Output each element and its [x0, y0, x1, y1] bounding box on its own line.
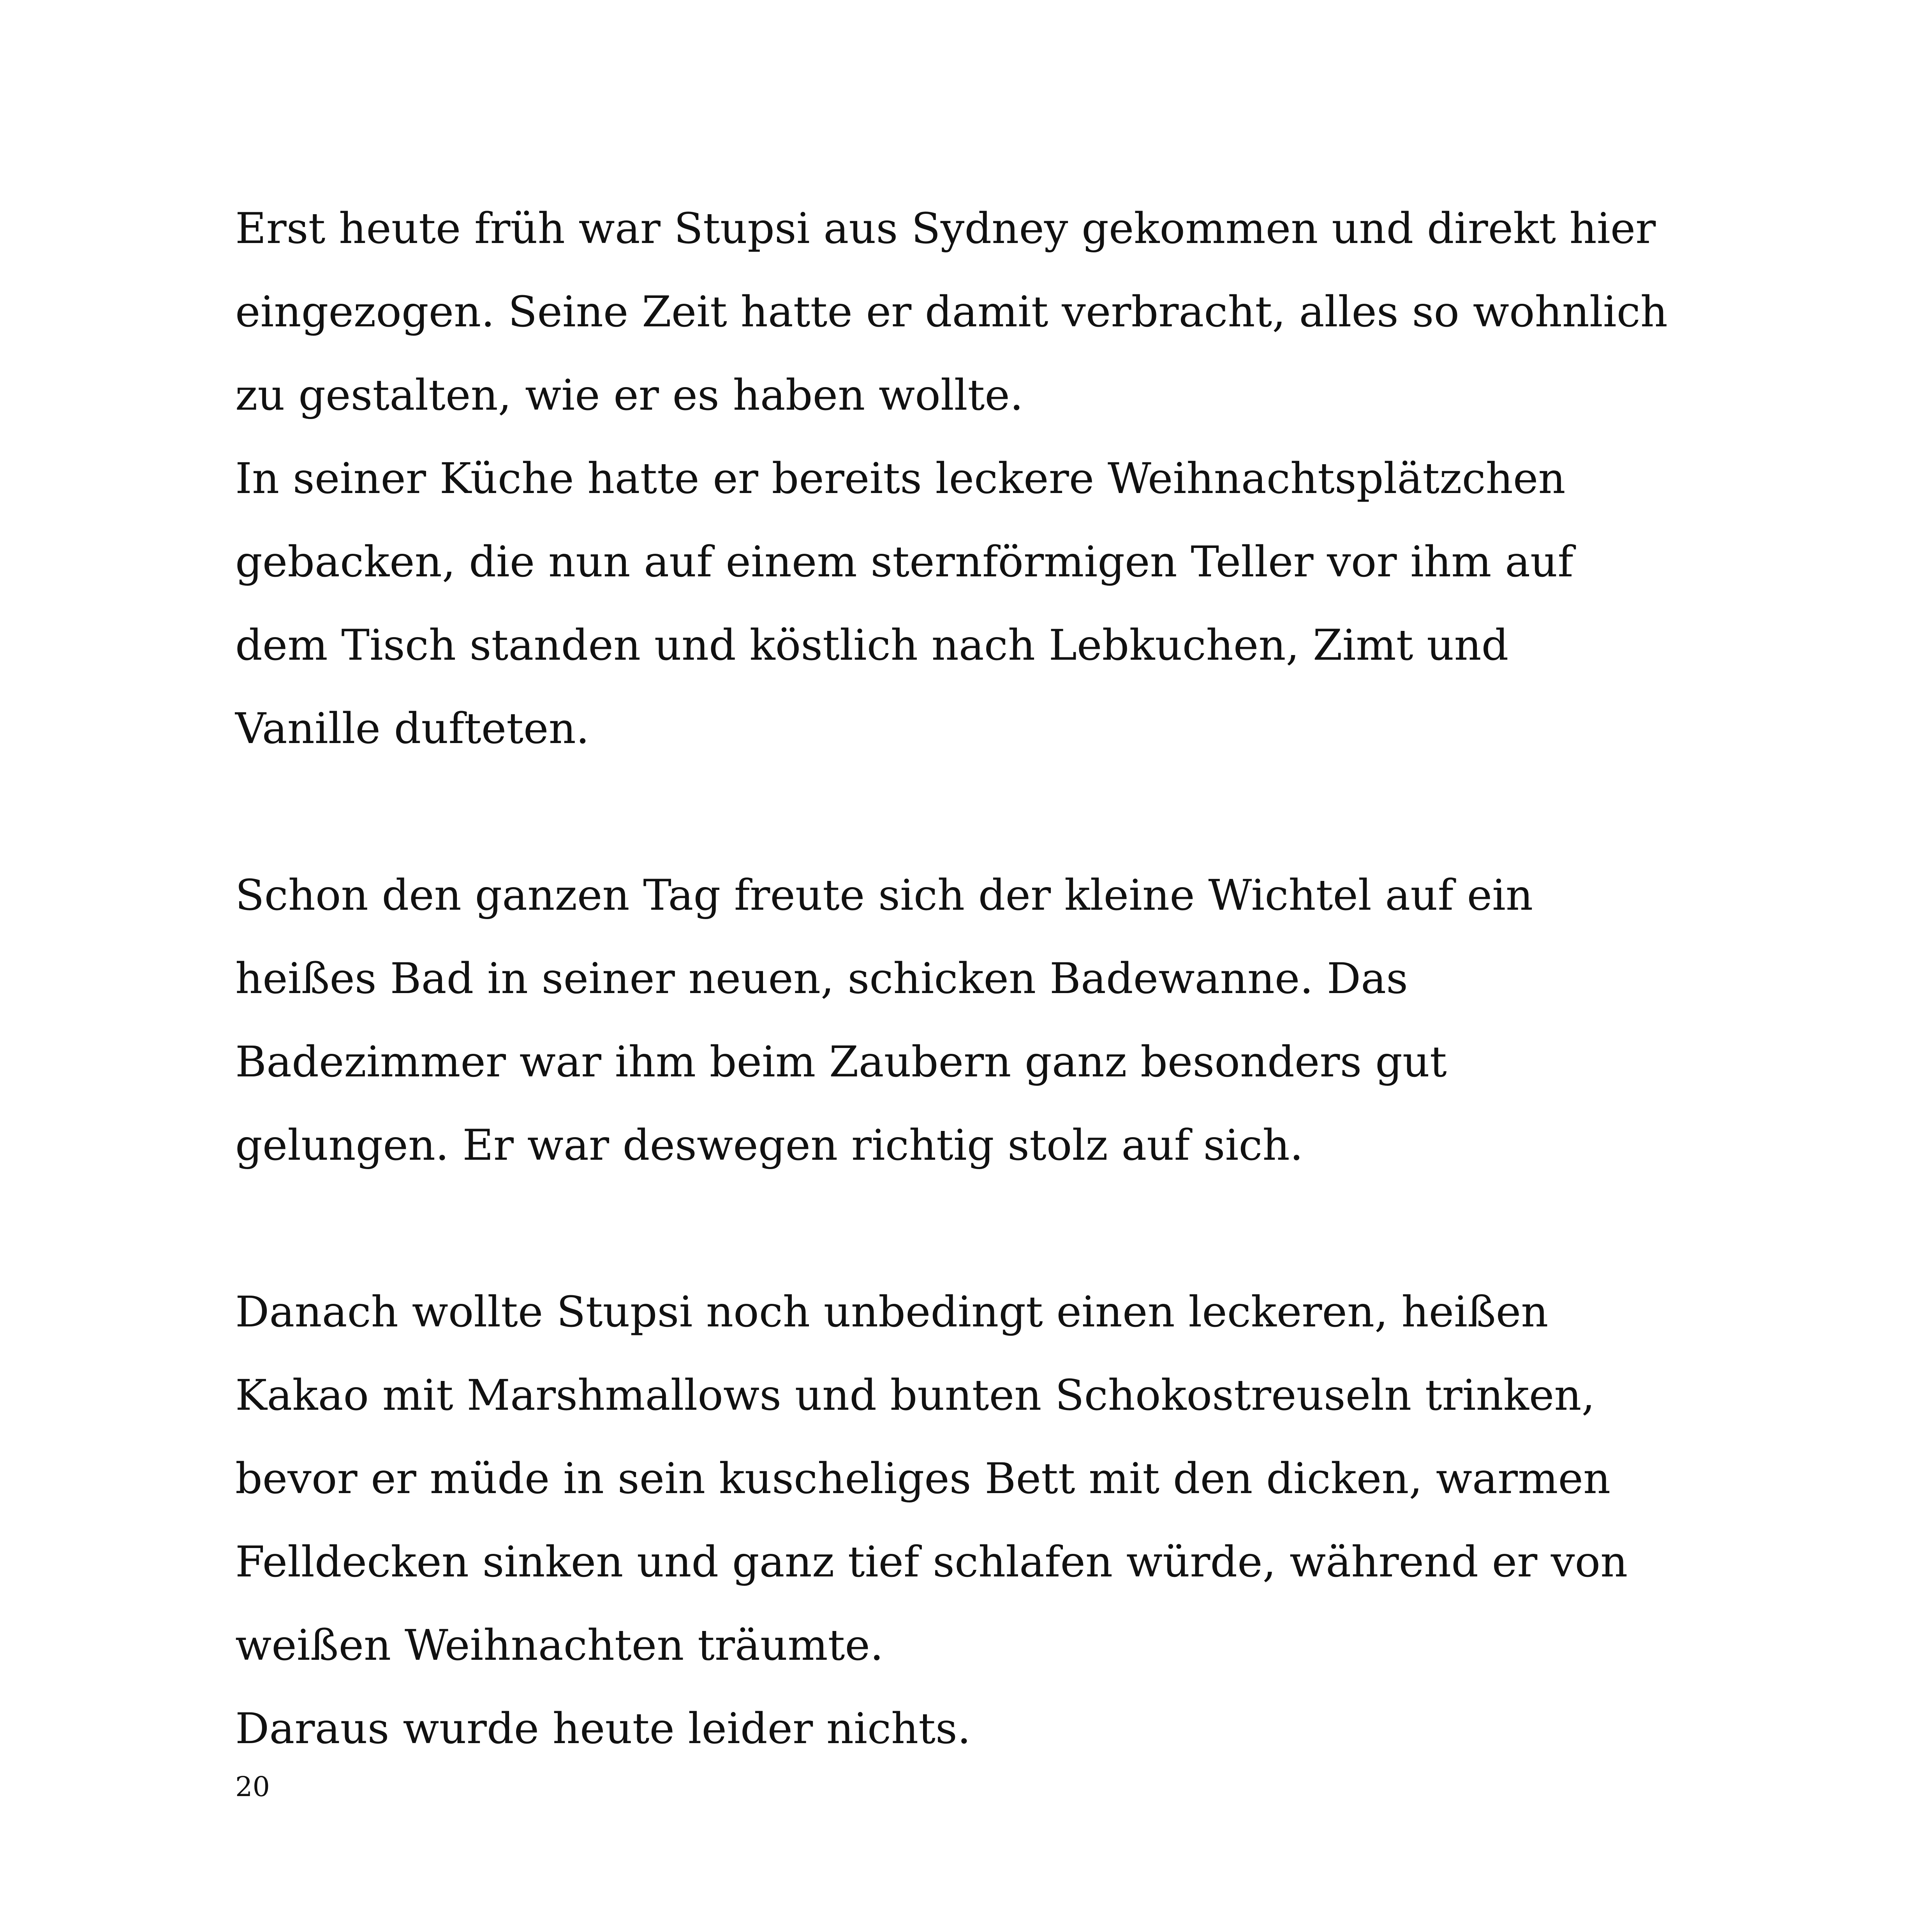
text-line: bevor er müde in sein kuscheliges Bett mit den dicken, warmen — [235, 1454, 1611, 1503]
page-number: 20 — [235, 1771, 270, 1803]
text-line: Daraus wurde heute leider nichts. — [235, 1704, 971, 1753]
text-line: zu gestalten, wie er es haben wollte. — [235, 370, 1024, 420]
text-line: heißes Bad in seiner neuen, schicken Badewanne. Das — [235, 954, 1408, 1003]
text-line: weißen Weihnachten träumte. — [235, 1620, 884, 1670]
paragraph-2 — [235, 854, 1774, 1187]
text-line: Vanille dufteten. — [235, 704, 590, 753]
text-line: gelungen. Er war deswegen richtig stolz auf sich. — [235, 1120, 1304, 1170]
paragraph-1 — [235, 187, 1774, 770]
text-line: Kakao mit Marshmallows und bunten Schokostreuseln trinken, — [235, 1370, 1595, 1420]
text-line: eingezogen. Seine Zeit hatte er damit verbracht, alles so wohnlich — [235, 287, 1668, 336]
text-line: Badezimmer war ihm beim Zaubern ganz besonders gut — [235, 1037, 1447, 1087]
text-line: In seiner Küche hatte er bereits leckere Weihnachtsplätzchen — [235, 454, 1566, 503]
text-line: Felldecken sinken und ganz tief schlafen würde, während er von — [235, 1537, 1628, 1587]
text-line: Schon den ganzen Tag freute sich der kleine Wichtel auf ein — [235, 870, 1533, 920]
paragraph-3 — [235, 1270, 1774, 1770]
text-line: dem Tisch standen und köstlich nach Lebkuchen, Zimt und — [235, 620, 1509, 670]
text-line: gebacken, die nun auf einem sternförmigen Teller vor ihm auf — [235, 537, 1573, 586]
text-line: Danach wollte Stupsi noch unbedingt einen leckeren, heißen — [235, 1287, 1549, 1337]
text-line: Erst heute früh war Stupsi aus Sydney gekommen und direkt hier — [235, 204, 1656, 253]
body-text — [235, 187, 1774, 1770]
